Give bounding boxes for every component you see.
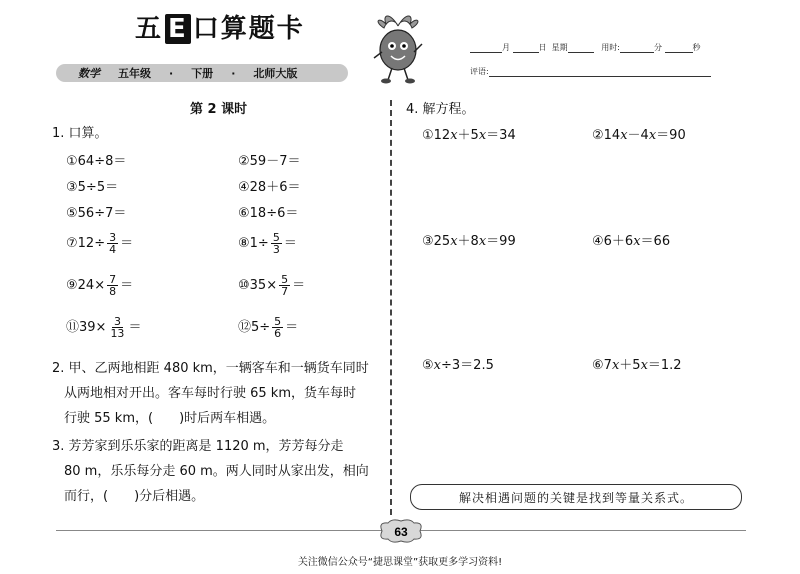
page-number-badge xyxy=(376,518,426,544)
oral-item: ④28＋6＝ xyxy=(238,180,301,195)
equation-item: ④6＋6x＝66 xyxy=(592,234,671,249)
q4-label: 4. 解方程。 xyxy=(406,102,475,117)
oral-item: ⑤56÷7＝ xyxy=(66,206,127,221)
equation-item: ⑥7x＋5x＝1.2 xyxy=(592,358,682,373)
edition-label: 北师大版 xyxy=(253,67,298,80)
tip-box: 解决相遇问题的关键是找到等量关系式。 xyxy=(410,484,742,510)
term-label: 下册 xyxy=(191,67,214,80)
oral-item: ⑥18÷6＝ xyxy=(238,206,299,221)
oral-fraction-item: ⑧1÷ $\frac{5}{3}$ ＝ xyxy=(238,231,297,256)
subject-label: 数学 xyxy=(78,67,100,80)
equation-item: ⑤x÷3＝2.5 xyxy=(422,358,494,373)
lesson-heading: 第 2 课时 xyxy=(190,102,248,117)
card-title: 五 E 口算题卡 xyxy=(135,14,305,44)
oral-item: ②59－7＝ xyxy=(238,154,301,169)
subject-bar: 数学 五年级 · 下册 · 北师大版 xyxy=(56,64,348,82)
month-blank[interactable] xyxy=(470,52,502,53)
column-divider xyxy=(390,100,392,515)
equation-item: ①12x＋5x＝34 xyxy=(422,128,516,143)
minutes-blank[interactable] xyxy=(620,52,654,53)
oral-fraction-item: ⑫5÷ $\frac{5}{6}$ ＝ xyxy=(238,315,299,340)
oral-fraction-item: ⑩35× $\frac{5}{7}$ ＝ xyxy=(238,273,306,298)
seconds-blank[interactable] xyxy=(665,52,693,53)
q3-word-problem: 3. 芳芳家到乐乐家的距离是 1120 m，芳芳每分走 80 m，乐乐每分走 60 m。两人同时从家出发，相向 而行，( )分后相遇。 xyxy=(52,439,369,504)
oral-item: ①64÷8＝ xyxy=(66,154,127,169)
oral-item: ③5÷5＝ xyxy=(66,180,119,195)
grade-label: 五年级 xyxy=(118,67,151,80)
equation-item: ②14x－4x＝90 xyxy=(592,128,686,143)
footer-note: 关注微信公众号“捷思课堂”获取更多学习资料! xyxy=(297,557,503,568)
comment-blank[interactable] xyxy=(489,76,711,77)
date-time-fields: 月 日 星期 用时: 分 秒 xyxy=(470,42,701,53)
oral-fraction-item: ⑦12÷ $\frac{3}{4}$ ＝ xyxy=(66,231,134,256)
q1-label: 1. 口算。 xyxy=(52,126,108,141)
page-number: 63 xyxy=(394,525,408,539)
comment-field: 评语: xyxy=(470,66,711,77)
oral-fraction-item: ⑨24× $\frac{7}{8}$ ＝ xyxy=(66,273,134,298)
radish-mascot-icon xyxy=(368,8,428,88)
equation-item: ③25x＋8x＝99 xyxy=(422,234,516,249)
weekday-blank[interactable] xyxy=(568,52,594,53)
q2-word-problem: 2. 甲、乙两地相距 480 km，一辆客车和一辆货车同时 从两地相对开出。客车每时行驶 65 km，货车每时 行驶 55 km，( )时后两车相遇。 xyxy=(52,361,369,426)
oral-fraction-item: ⑪39× $\frac{3}{13}$ ＝ xyxy=(66,315,142,340)
day-blank[interactable] xyxy=(513,52,539,53)
